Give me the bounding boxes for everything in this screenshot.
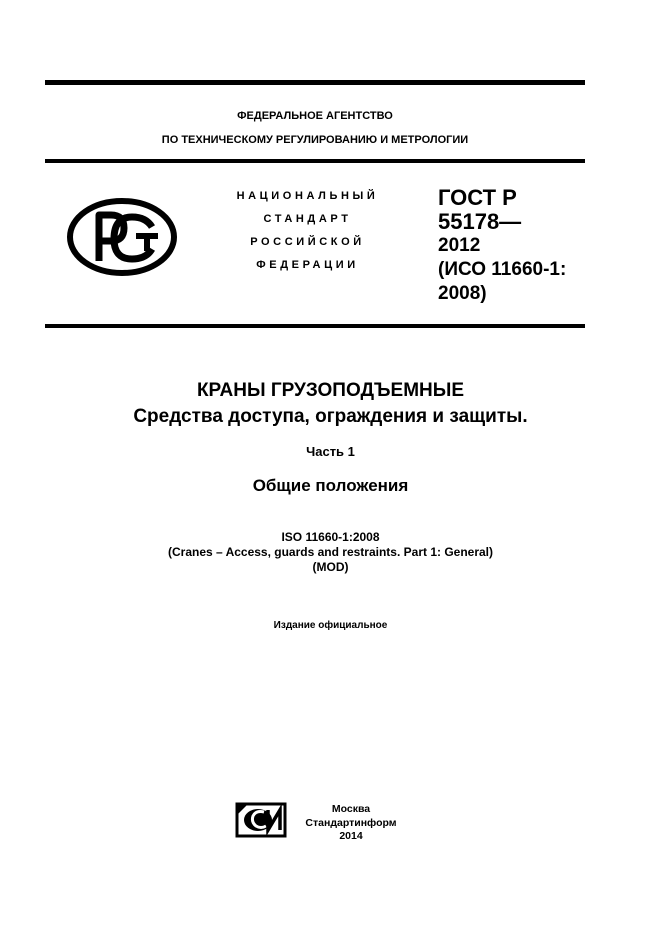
part-name: Общие положения	[252, 476, 409, 495]
designation-line-3: 2012	[438, 235, 481, 256]
designation-line-2: 55178—	[438, 209, 522, 234]
edition-note: Издание официальное	[273, 620, 388, 631]
agency-line-2: ПО ТЕХНИЧЕСКОМУ РЕГУЛИРОВАНИЮ И МЕТРОЛОГИИ	[161, 134, 469, 146]
rst-certification-icon	[66, 197, 178, 277]
publication-year: 2014	[339, 830, 363, 842]
standard-type-line-1: НАЦИОНАЛЬНЫЙ	[236, 190, 379, 202]
iso-code: ISO 11660-1:2008	[281, 530, 380, 544]
iso-modification: (MOD)	[312, 560, 349, 574]
standard-type-line-2: СТАНДАРТ	[263, 213, 352, 225]
publisher-info	[296, 803, 406, 844]
designation-line-1: ГОСТ Р	[438, 185, 517, 210]
document-subtitle: Средства доступа, ограждения и защиты.	[133, 406, 528, 427]
designation-line-5: 2008)	[438, 283, 487, 304]
standard-type-line-3: РОССИЙСКОЙ	[250, 236, 365, 248]
standard-designation	[438, 186, 588, 306]
designation-line-4: (ИСО 11660-1:	[438, 259, 567, 280]
publisher-name: Стандартинформ	[305, 816, 397, 829]
document-title: КРАНЫ ГРУЗОПОДЪЕМНЫЕ	[196, 380, 465, 401]
agency-header	[45, 104, 585, 152]
standard-type-line-4: ФЕДЕРАЦИИ	[256, 259, 359, 271]
iso-english-title: (Cranes – Access, guards and restraints. Part 1: General)	[167, 545, 494, 559]
national-standard-label	[205, 185, 410, 277]
standartinform-logo-icon	[234, 800, 289, 840]
agency-line-1: ФЕДЕРАЛЬНОЕ АГЕНТСТВО	[237, 110, 393, 122]
publisher-city: Москва	[331, 803, 371, 815]
iso-reference	[45, 530, 616, 575]
part-label: Часть 1	[306, 444, 355, 459]
middle-divider	[45, 159, 585, 163]
top-divider	[45, 80, 585, 85]
bottom-divider	[45, 324, 585, 328]
